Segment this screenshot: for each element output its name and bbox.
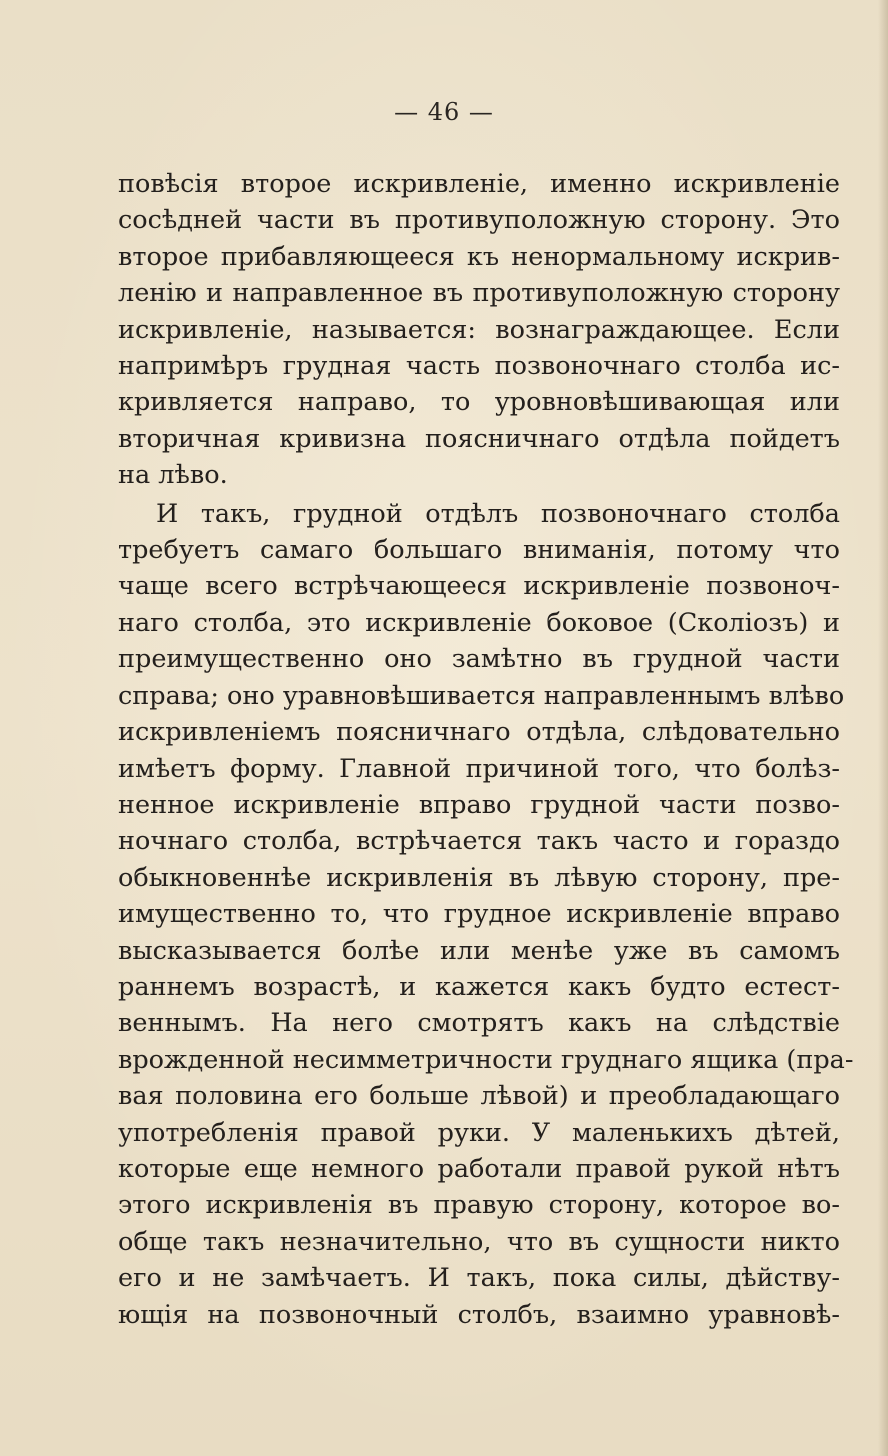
text-line: врожденной несимметричности груднаго ящика (пра- bbox=[118, 1044, 854, 1075]
text-line: вторичная кривизна поясничнаго отдѣла пойдетъ bbox=[118, 423, 840, 454]
text-line: сосѣдней части въ противуположную сторону. Это bbox=[118, 205, 840, 236]
text-line: этого искривленія въ правую сторону, которое во- bbox=[118, 1190, 840, 1221]
text-line: которые еще немного работали правой рукой нѣтъ bbox=[118, 1153, 840, 1184]
text-line: ленію и направленное въ противуположную сторону bbox=[118, 278, 840, 309]
text-line: преимущественно оно замѣтно въ грудной части bbox=[118, 644, 840, 675]
body-text bbox=[118, 166, 854, 1333]
text-line: обще такъ незначительно, что въ сущности никто bbox=[118, 1226, 840, 1257]
text-line: второе прибавляющееся къ ненормальному искрив- bbox=[118, 241, 840, 272]
text-line: вая половина его больше лѣвой) и преобладающаго bbox=[118, 1081, 840, 1112]
text-line: чаще всего встрѣчающееся искривленіе позвоноч- bbox=[118, 571, 840, 602]
text-line: ющія на позвоночный столбъ, взаимно уравновѣ- bbox=[118, 1299, 840, 1330]
text-line: ненное искривленіе вправо грудной части позво- bbox=[118, 789, 840, 820]
text-line: наго столба, это искривленіе боковое (Сколіозъ) и bbox=[118, 607, 840, 638]
text-line: высказывается болѣе или менѣе уже въ самомъ bbox=[118, 935, 840, 966]
text-line: имущественно то, что грудное искривленіе вправо bbox=[118, 899, 840, 930]
text-line: кривляется направо, то уровновѣшивающая или bbox=[118, 387, 840, 418]
text-line: искривленіе, называется: вознаграждающее. Если bbox=[118, 314, 840, 345]
text-line: раннемъ возрастѣ, и кажется какъ будто естест- bbox=[118, 971, 840, 1002]
text-line: напримѣръ грудная часть позвоночнаго столба ис- bbox=[118, 351, 840, 382]
text-line: его и не замѣчаетъ. И такъ, пока силы, дѣйству- bbox=[118, 1263, 840, 1294]
text-line: ночнаго столба, встрѣчается такъ часто и гораздо bbox=[118, 826, 840, 857]
text-line: требуетъ самаго большаго вниманія, потому что bbox=[118, 535, 840, 566]
text-line: искривленіемъ поясничнаго отдѣла, слѣдовательно bbox=[118, 717, 840, 748]
text-line: справа; оно уравновѣшивается направленнымъ влѣво bbox=[118, 680, 845, 711]
text-line: употребленія правой руки. У маленькихъ дѣтей, bbox=[118, 1117, 840, 1148]
text-line: повѣсія второе искривленіе, именно искривленіе bbox=[118, 169, 840, 199]
page-number: — 46 — bbox=[394, 98, 494, 126]
page-edge-shadow bbox=[878, 0, 888, 1456]
paragraph-first-line: И такъ, грудной отдѣлъ позвоночнаго столба bbox=[156, 498, 840, 529]
text-line: имѣетъ форму. Главной причиной того, что болѣз- bbox=[118, 753, 840, 784]
text-line: веннымъ. На него смотрятъ какъ на слѣдствіе bbox=[118, 1008, 840, 1039]
text-line: на лѣво. bbox=[118, 460, 228, 491]
text-line: обыкновеннѣе искривленія въ лѣвую сторону, пре- bbox=[118, 862, 840, 893]
